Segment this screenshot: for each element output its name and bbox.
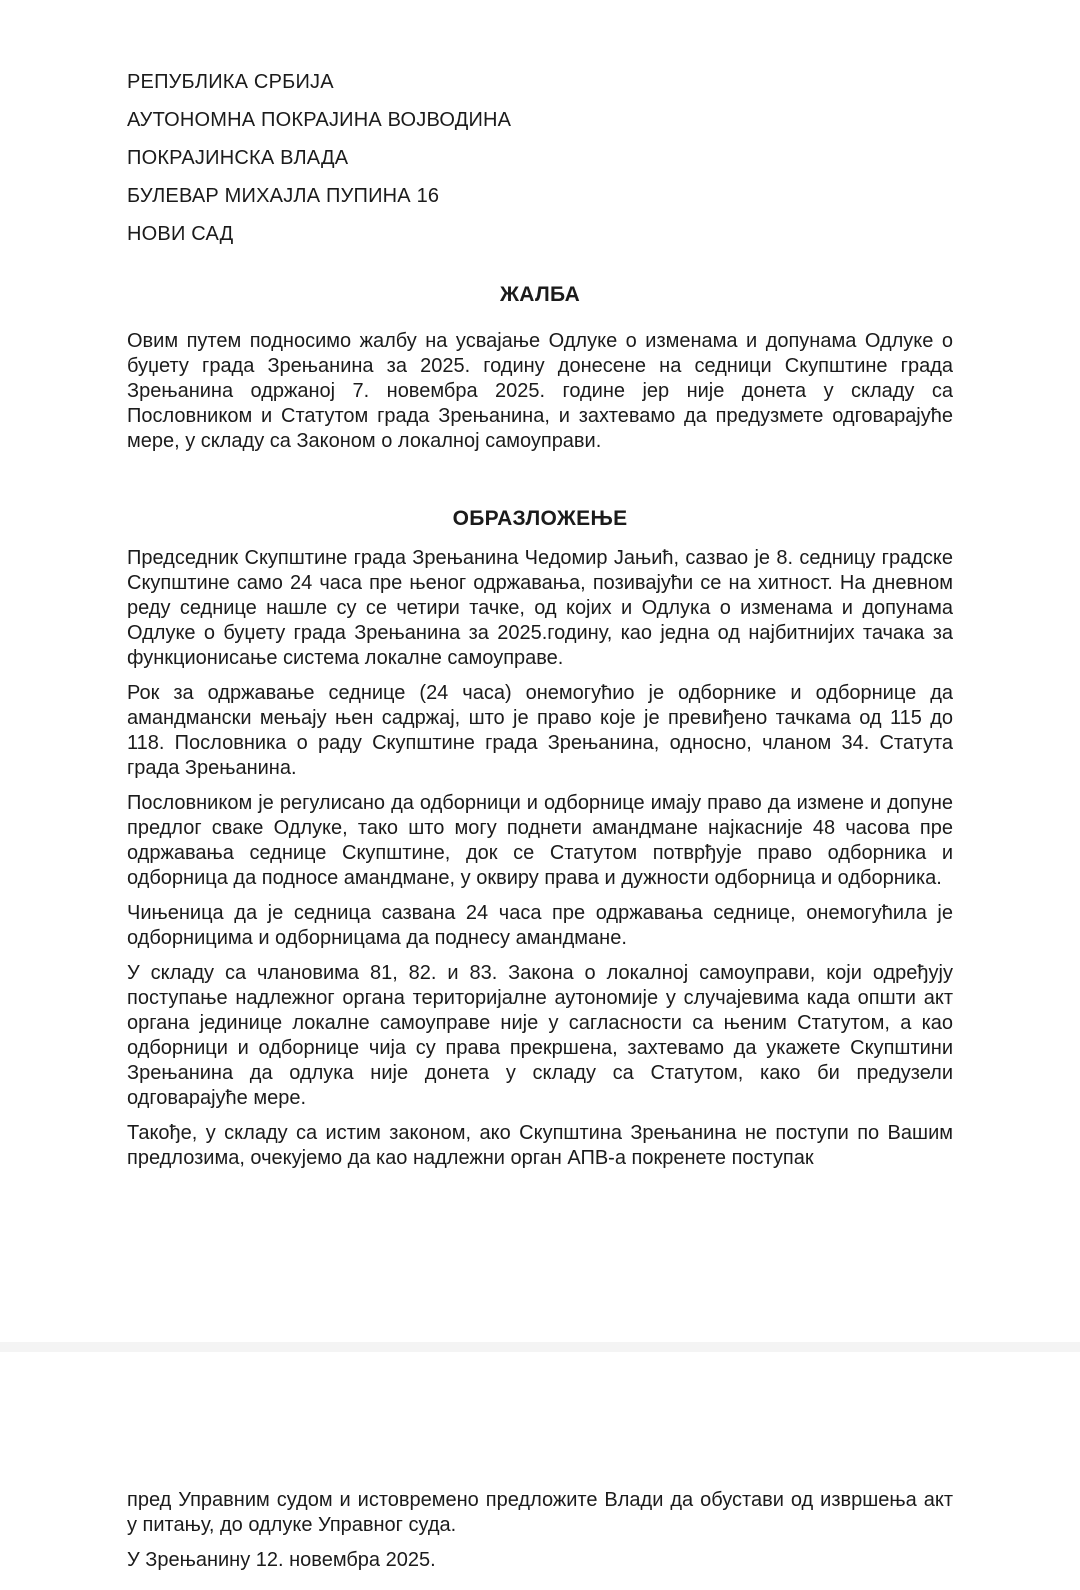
paragraph-rulebook-rights: Пословником је регулисано да одборници и одборнице имају право да измене и допуне предлог сваке Одлуке, тако што могу поднети амандмане најкасније 48 часова пре одржавања седнице Скупштине, док се Статутом потврђује право одборника и одборница да подносе амандмане, у оквиру права и дужности одборница и одборника. (127, 792, 953, 889)
paragraph-law-articles: У складу са члановима 81, 82. и 83. Закона о локалној самоуправи, који одређују поступање надлежног органа територијалне аутономије у случајевима када општи акт органа јединице локалне самоуправе није у сагласности са њеним Статутом, а као одборници и одборнице чија су права прекршена, захтевамо да укажете Скупштини Зрењанина да одлука није донета у складу са Статутом, како би предузели одговарајуће мере. (127, 962, 953, 1109)
document-title: ЖАЛБА (499, 283, 581, 306)
section-heading-obrazlozenje: ОБРАЗЛОЖЕЊЕ (452, 507, 628, 530)
paragraph-fact-24-hours: Чињеница да је седница сазвана 24 часа пре одржавања седнице, онемогућила је одборницима и одборницама да поднесу амандмане. (127, 902, 953, 949)
recipient-line-city: НОВИ САД (127, 223, 234, 245)
recipient-header (127, 70, 953, 247)
recipient-line-republic: РЕПУБЛИКА СРБИЈА (127, 71, 334, 93)
page-break-gap (0, 1342, 1080, 1352)
paragraph-session-convened: Председник Скупштине града Зрењанина Чедомир Јањић, сазвао је 8. седницу градске Скупштине само 24 часа пре њеног одржавања, позивајући се на хитност. На дневном реду седнице нашле су се четири тачке, од којих и Одлука о изменама и допунама Одлуке о буџету града Зрењанина за 2025.годину, као једна од најбитнијих тачака за функционисање система локалне самоуправе. (127, 547, 953, 669)
paragraph-continuation-court: пред Управним судом и истовремено предложите Влади да обустави од извршења акт у питању, до одлуке Управног суда. (127, 1489, 953, 1536)
intro-paragraph: Овим путем подносимо жалбу на усвајање Одлуке о изменама и допунама Одлуке о буџету града Зрењанина за 2025. годину донесене на седници Скупштине града Зрењанина одржаној 7. новембра 2025. године јер није донета у складу са Пословником и Статутом града Зрењанина, и захтевамо да предузмете одговарајуће мере, у складу са Законом о локалној самоуправи. (127, 330, 953, 452)
recipient-line-street: БУЛЕВАР МИХАЈЛА ПУПИНА 16 (127, 185, 440, 207)
paragraph-deadline: Рок за одржавање седнице (24 часа) онемогућио је одборнике и одборнице да амандмански мењају њен садржај, што је право које је превиђено тачкама од 115 до 118. Пословника о раду Скупштине града Зрењанина, односно, чланом 34. Статута града Зрењанина. (127, 682, 953, 779)
recipient-line-province: АУТОНОМНА ПОКРАЈИНА ВОЈВОДИНА (127, 109, 512, 131)
paragraph-also-request: Такође, у складу са истим законом, ако Скупштина Зрењанина не поступи по Вашим предлозима, очекујемо да као надлежни орган АПВ-а покренете поступак (127, 1122, 953, 1169)
recipient-line-government: ПОКРАЈИНСКА ВЛАДА (127, 147, 349, 169)
document-page-2 (0, 1352, 1080, 1590)
place-date-line: У Зрењанину 12. новембра 2025. (127, 1549, 436, 1571)
